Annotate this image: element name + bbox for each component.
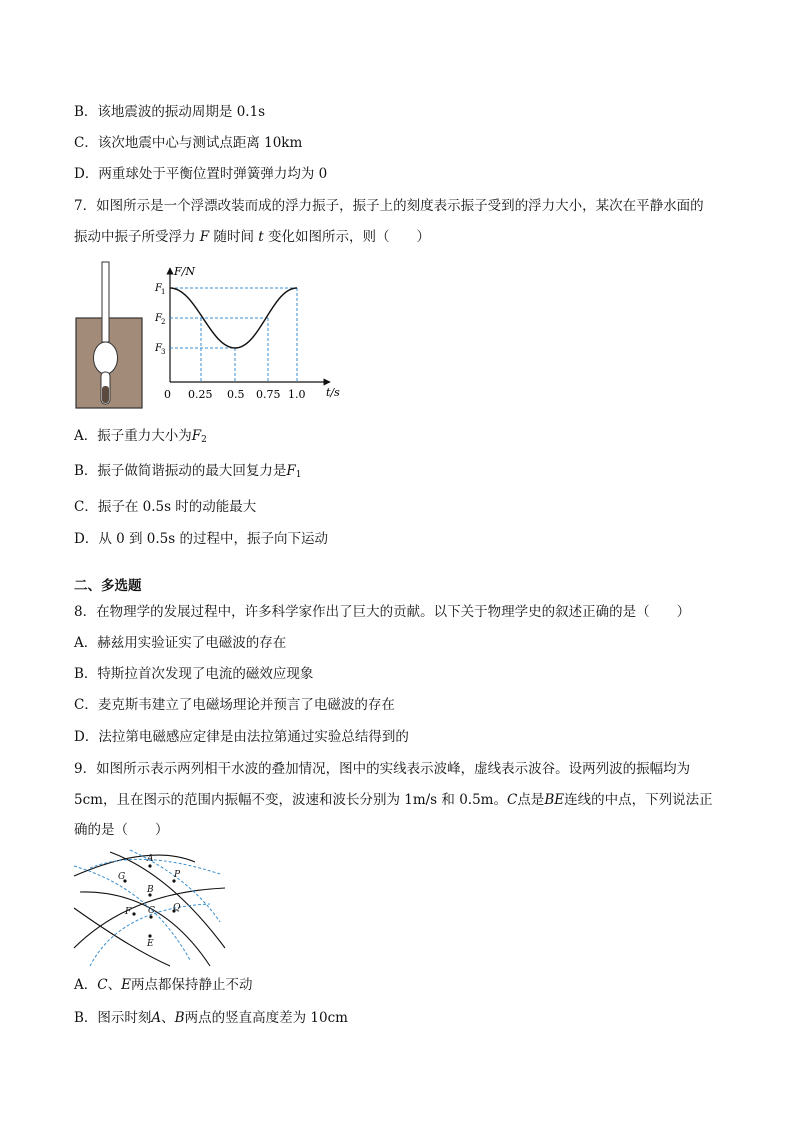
f1-label: F (155, 283, 162, 294)
q6-option-b: B．该地震波的振动周期是 0.1s (74, 104, 266, 120)
q9-option-b-sep: 、 (161, 1010, 175, 1026)
q7-stem-line1: 7．如图所示是一个浮漂改装而成的浮力振子，振子上的刻度表示振子受到的浮力大小，某次在平静水面的 (74, 198, 704, 214)
q7-option-d: D．从 0 到 0.5s 的过程中，振子向下运动 (74, 531, 328, 547)
y-axis-label: F/N (174, 265, 195, 278)
q9-option-b-var-b: B (174, 1010, 185, 1026)
q9-option-b (74, 1009, 348, 1027)
q8-option-a: A．赫兹用实验证实了电磁波的存在 (74, 635, 287, 651)
q7-stem-var-f: F (199, 229, 210, 245)
q6-option-c: C．该次地震中心与测试点距离 10km (74, 135, 303, 151)
q9-option-a-prefix: A． (74, 977, 98, 993)
crest-arc-right-1 (110, 852, 225, 948)
q8-option-d: D．法拉第电磁感应定律是由法拉第通过实验总结得到的 (74, 729, 409, 745)
q9-stem-text-c: 连线的中点，下列说法正 (564, 792, 713, 808)
q7-stem-line2 (74, 228, 430, 246)
label-p: P (174, 870, 181, 880)
label-a: A (147, 854, 154, 864)
x-tick-05: 0.5 (227, 388, 245, 401)
f1-label-sub: 1 (161, 288, 166, 296)
label-c: C (148, 906, 155, 916)
origin-label: 0 (164, 388, 171, 401)
x-tick-025: 0.25 (188, 388, 213, 401)
q7-float-figure (72, 258, 148, 412)
point-a (148, 864, 151, 867)
point-e (148, 934, 151, 937)
q7-stem-text-c: 变化如图所示，则（ ） (268, 229, 430, 245)
float-weight-fill (102, 386, 109, 403)
label-e: E (147, 939, 154, 949)
force-curve (170, 288, 297, 348)
q9-option-b-text: 两点的竖直高度差为 10cm (184, 1010, 348, 1026)
q8-option-b: B．特斯拉首次发现了电流的磁效应现象 (74, 666, 314, 682)
trough-arc-1 (90, 859, 220, 874)
q9-option-a-var-e: E (121, 977, 131, 993)
q9-stem-var-c: C (506, 792, 518, 808)
q7-option-b-sub: 1 (295, 470, 302, 480)
x-tick-075: 0.75 (256, 388, 281, 401)
f3-label: F (155, 343, 162, 354)
q7-option-a-text: A．振子重力大小为 (74, 428, 192, 444)
q7-stem-text-b: 随时间 (213, 229, 254, 245)
crest-arc-extra (74, 908, 170, 966)
x-tick-10: 1.0 (288, 388, 306, 401)
q7-option-b-text: B．振子做简谐振动的最大回复力是 (74, 463, 287, 479)
q7-option-b-var: F (286, 463, 296, 479)
section-title-multiple-choice: 二、多选题 (74, 578, 142, 594)
q9-stem-text-a: 5cm，且在图示的范围内振幅不变，波速和波长分别为 1m/s 和 0.5m。 (74, 792, 507, 808)
q7-stem-var-t: t (258, 229, 264, 245)
q8-stem: 8．在物理学的发展过程中，许多科学家作出了巨大的贡献。以下关于物理学史的叙述正确的是（ ） (74, 604, 691, 620)
q7-option-a-sub: 2 (201, 435, 207, 445)
q9-stem-var-be: BE (544, 792, 565, 808)
x-axis-label: t/s (326, 386, 340, 399)
float-bulb (94, 342, 118, 374)
q7-option-b (74, 462, 302, 484)
q7-option-c: C．振子在 0.5s 时的动能最大 (74, 499, 257, 515)
q9-option-a-var-c: C (97, 977, 108, 993)
q7-option-a (74, 427, 207, 449)
f3-label-sub: 3 (161, 348, 166, 356)
label-q: Q (173, 903, 181, 913)
q8-option-c: C．麦克斯韦建立了电磁场理论并预言了电磁波的存在 (74, 697, 395, 713)
f2-label-sub: 2 (161, 318, 166, 326)
q9-stem-line1: 9．如图所示表示两列相干水波的叠加情况，图中的实线表示波峰，虚线表示波谷。设两列波的振幅均为 (74, 761, 691, 777)
q9-stem-text-b: 点是 (517, 792, 545, 808)
q9-interference-diagram (70, 848, 230, 968)
q9-stem-line2 (74, 791, 713, 809)
point-f (132, 912, 135, 915)
q9-option-a (74, 976, 252, 994)
q9-option-a-sep: 、 (107, 977, 122, 993)
q7-force-time-graph (150, 262, 350, 404)
f2-label: F (155, 313, 162, 324)
label-b: B (147, 885, 154, 895)
q9-option-b-prefix: B．图示时刻 (74, 1010, 152, 1026)
label-f: F (125, 907, 132, 917)
q6-option-d: D．两重球处于平衡位置时弹簧弹力均为 0 (74, 166, 328, 182)
q7-stem-text-a: 振动中振子所受浮力 (74, 229, 196, 245)
q9-stem-line3: 确的是（ ） (74, 822, 169, 838)
label-g: G (118, 872, 126, 882)
q9-option-a-text: 两点都保持静止不动 (130, 977, 253, 993)
q7-option-a-var: F (191, 428, 202, 444)
float-stem (102, 262, 109, 342)
q9-option-b-var-a: A (151, 1010, 162, 1026)
